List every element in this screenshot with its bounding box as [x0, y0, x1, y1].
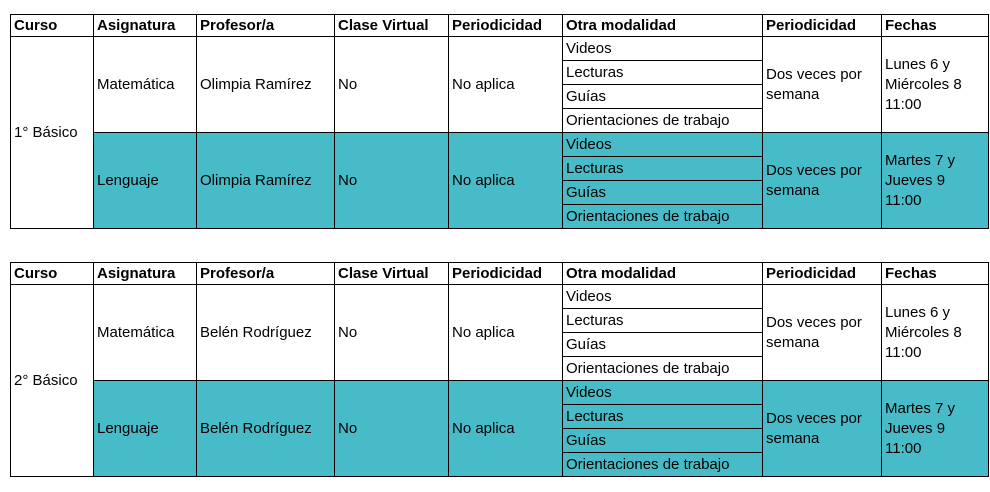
modalidad-cell: Videos	[563, 381, 763, 405]
header-periodicidad-2: Periodicidad	[763, 15, 882, 37]
header-row	[11, 15, 989, 37]
modalidad-cell: Lecturas	[563, 309, 763, 333]
modalidad-cell: Lecturas	[563, 405, 763, 429]
schedule-table-1	[10, 14, 989, 229]
table-row	[11, 381, 989, 405]
fechas-cell: Lunes 6 y Miércoles 8 11:00	[882, 285, 989, 381]
asignatura-cell: Lenguaje	[94, 381, 197, 477]
header-clase-virtual: Clase Virtual	[335, 15, 449, 37]
asignatura-cell: Matemática	[94, 37, 197, 133]
modalidad-cell: Videos	[563, 133, 763, 157]
modalidad-cell: Guías	[563, 85, 763, 109]
fechas-cell: Lunes 6 y Miércoles 8 11:00	[882, 37, 989, 133]
asignatura-cell: Matemática	[94, 285, 197, 381]
table-row	[11, 133, 989, 157]
fechas-cell: Martes 7 y Jueves 9 11:00	[882, 381, 989, 477]
modalidad-cell: Guías	[563, 181, 763, 205]
header-profesor: Profesor/a	[197, 263, 335, 285]
modalidad-cell: Orientaciones de trabajo	[563, 109, 763, 133]
profesor-cell: Olimpia Ramírez	[197, 37, 335, 133]
curso-cell: 2° Básico	[11, 285, 94, 477]
header-fechas: Fechas	[882, 263, 989, 285]
periodicidad-2-cell: Dos veces por semana	[763, 37, 882, 133]
periodicidad-2-cell: Dos veces por semana	[763, 133, 882, 229]
header-periodicidad: Periodicidad	[449, 15, 563, 37]
header-curso: Curso	[11, 15, 94, 37]
profesor-cell: Belén Rodríguez	[197, 381, 335, 477]
modalidad-cell: Guías	[563, 429, 763, 453]
header-profesor: Profesor/a	[197, 15, 335, 37]
schedule-table-2	[10, 262, 989, 477]
modalidad-cell: Guías	[563, 333, 763, 357]
modalidad-cell: Lecturas	[563, 157, 763, 181]
header-otra-modalidad: Otra modalidad	[563, 15, 763, 37]
header-fechas: Fechas	[882, 15, 989, 37]
periodicidad-cell: No aplica	[449, 381, 563, 477]
periodicidad-cell: No aplica	[449, 37, 563, 133]
periodicidad-2-cell: Dos veces por semana	[763, 285, 882, 381]
clase-virtual-cell: No	[335, 285, 449, 381]
modalidad-cell: Orientaciones de trabajo	[563, 205, 763, 229]
periodicidad-cell: No aplica	[449, 285, 563, 381]
table-row	[11, 37, 989, 61]
clase-virtual-cell: No	[335, 381, 449, 477]
clase-virtual-cell: No	[335, 37, 449, 133]
fechas-cell: Martes 7 y Jueves 9 11:00	[882, 133, 989, 229]
modalidad-cell: Orientaciones de trabajo	[563, 357, 763, 381]
header-asignatura: Asignatura	[94, 263, 197, 285]
modalidad-cell: Lecturas	[563, 61, 763, 85]
profesor-cell: Belén Rodríguez	[197, 285, 335, 381]
asignatura-cell: Lenguaje	[94, 133, 197, 229]
table-row	[11, 285, 989, 309]
periodicidad-cell: No aplica	[449, 133, 563, 229]
header-row	[11, 263, 989, 285]
curso-cell: 1° Básico	[11, 37, 94, 229]
modalidad-cell: Videos	[563, 37, 763, 61]
modalidad-cell: Orientaciones de trabajo	[563, 453, 763, 477]
modalidad-cell: Videos	[563, 285, 763, 309]
header-curso: Curso	[11, 263, 94, 285]
header-asignatura: Asignatura	[94, 15, 197, 37]
periodicidad-2-cell: Dos veces por semana	[763, 381, 882, 477]
clase-virtual-cell: No	[335, 133, 449, 229]
header-periodicidad: Periodicidad	[449, 263, 563, 285]
header-periodicidad-2: Periodicidad	[763, 263, 882, 285]
profesor-cell: Olimpia Ramírez	[197, 133, 335, 229]
header-clase-virtual: Clase Virtual	[335, 263, 449, 285]
header-otra-modalidad: Otra modalidad	[563, 263, 763, 285]
